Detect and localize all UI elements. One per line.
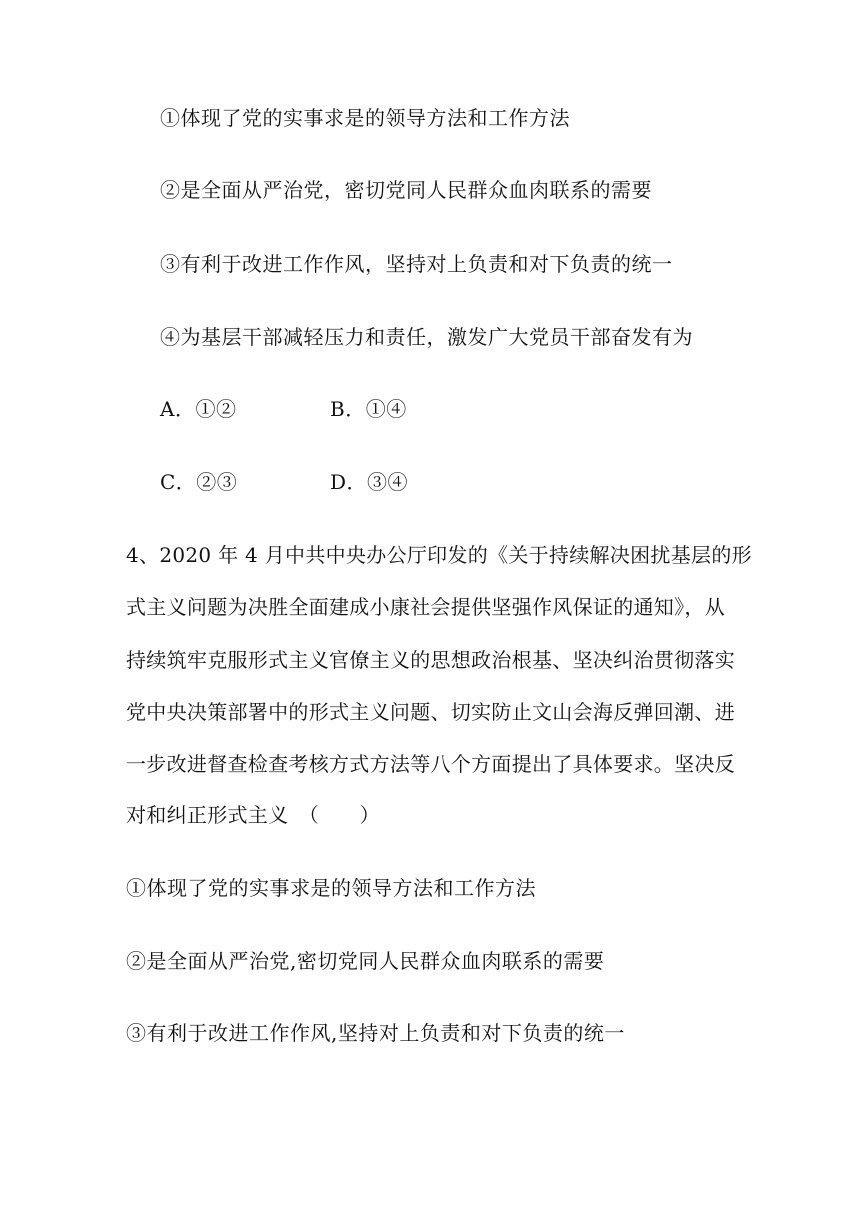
q4-stem-line-3: 持续筑牢克服形式主义官僚主义的思想政治根基、坚决纠治贯彻落实 <box>126 648 735 672</box>
q4-statement-3: ③有利于改进工作作风,坚持对上负责和对下负责的统一 <box>126 1021 625 1045</box>
q3-statement-2: ②是全面从严治党，密切党同人民群众血肉联系的需要 <box>160 178 652 202</box>
q3-statement-3: ③有利于改进工作作风，坚持对上负责和对下负责的统一 <box>160 252 673 276</box>
q4-stem-line-6: 对和纠正形式主义 （ ） <box>126 803 380 827</box>
q3-statement-4: ④为基层干部减轻压力和责任，激发广大党员干部奋发有为 <box>160 325 693 349</box>
q4-statement-1: ①体现了党的实事求是的领导方法和工作方法 <box>126 876 536 900</box>
q3-option-b: B．①④ <box>330 397 407 421</box>
q4-stem-line-5: 一步改进督查检查考核方式方法等八个方面提出了具体要求。坚决反 <box>126 752 735 776</box>
q3-option-d: D．③④ <box>330 470 409 494</box>
q4-statement-2: ②是全面从严治党,密切党同人民群众血肉联系的需要 <box>126 949 605 973</box>
q3-option-a: A．①② <box>160 397 237 421</box>
q4-stem-line-2: 式主义问题为决胜全面建成小康社会提供坚强作风保证的通知》，从 <box>126 595 725 619</box>
q3-option-c: C．②③ <box>160 470 238 494</box>
q4-stem-line-1: 4、2020 年 4 月中共中央办公厅印发的《关于持续解决困扰基层的形 <box>126 543 752 567</box>
q4-stem-line-4: 党中央决策部署中的形式主义问题、切实防止文山会海反弹回潮、进 <box>126 700 735 724</box>
q3-statement-1: ①体现了党的实事求是的领导方法和工作方法 <box>160 106 570 130</box>
